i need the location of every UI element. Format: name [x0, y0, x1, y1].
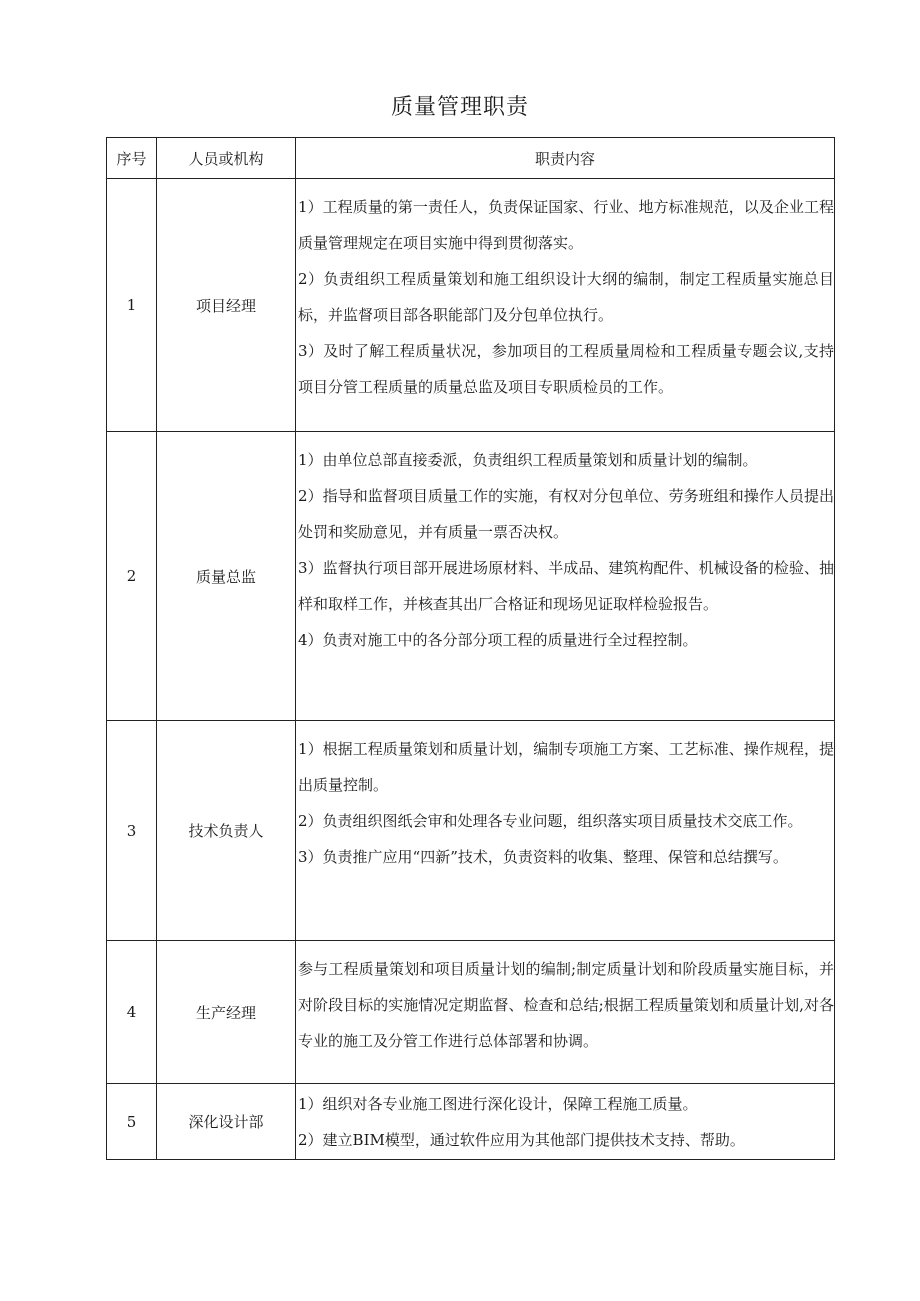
- duty-item: 3）监督执行项目部开展进场原材料、半成品、建筑构配件、机械设备的检验、抽样和取样工作，并核查其出厂合格证和现场见证取样检验报告。: [298, 559, 834, 613]
- duty-item: 2）指导和监督项目质量工作的实施，有权对分包单位、劳务班组和操作人员提出处罚和奖励意见，并有质量一票否决权。: [298, 487, 834, 541]
- row-duties: [296, 432, 835, 721]
- table-row: [107, 941, 835, 1084]
- row-no: 4: [107, 941, 157, 1084]
- duty-item: 2）建立BIM模型，通过软件应用为其他部门提供技术支持、帮助。: [298, 1131, 745, 1149]
- duty-item: 2）负责组织图纸会审和处理各专业问题，组织落实项目质量技术交底工作。: [298, 812, 803, 830]
- duty-item: 4）负责对施工中的各分部分项工程的质量进行全过程控制。: [298, 631, 698, 649]
- row-no: 3: [107, 721, 157, 941]
- duty-item: 1）由单位总部直接委派，负责组织工程质量策划和质量计划的编制。: [298, 451, 758, 469]
- duty-item: 1）工程质量的第一责任人，负责保证国家、行业、地方标准规范，以及企业工程质量管理规定在项目实施中得到贯彻落实。: [298, 198, 834, 252]
- page-title: 质量管理职责: [390, 95, 529, 120]
- table-row: [107, 432, 835, 721]
- table-header-row: [107, 138, 835, 179]
- header-role: 人员或机构: [157, 138, 296, 179]
- table-row: [107, 721, 835, 941]
- row-no: 2: [107, 432, 157, 721]
- row-role: 项目经理: [157, 179, 296, 432]
- row-no: 5: [107, 1084, 157, 1160]
- header-duty: 职责内容: [296, 138, 835, 179]
- row-role: 技术负责人: [157, 721, 296, 941]
- duty-item: 1）组织对各专业施工图进行深化设计，保障工程施工质量。: [298, 1095, 698, 1113]
- header-no: 序号: [107, 138, 157, 179]
- row-duties: [296, 179, 835, 432]
- row-role: 生产经理: [157, 941, 296, 1084]
- duty-item: 3）负责推广应用“四新”技术，负责资料的收集、整理、保管和总结撰写。: [298, 848, 788, 866]
- duty-item: 1）根据工程质量策划和质量计划，编制专项施工方案、工艺标准、操作规程，提出质量控制。: [298, 740, 834, 794]
- row-duties: [296, 721, 835, 941]
- row-duties: [296, 941, 835, 1084]
- duty-item: 3）及时了解工程质量状况，参加项目的工程质量周检和工程质量专题会议,支持项目分管工程质量的质量总监及项目专职质检员的工作。: [298, 342, 834, 396]
- row-no: 1: [107, 179, 157, 432]
- row-role: 深化设计部: [157, 1084, 296, 1160]
- row-role: 质量总监: [157, 432, 296, 721]
- duty-item: 参与工程质量策划和项目质量计划的编制;制定质量计划和阶段质量实施目标，并对阶段目标的实施情况定期监督、检查和总结;根据工程质量策划和质量计划,对各专业的施工及分管工作进行总体部署和协调。: [298, 960, 834, 1050]
- duty-table: [106, 137, 835, 1160]
- duty-item: 2）负责组织工程质量策划和施工组织设计大纲的编制，制定工程质量实施总目标，并监督项目部各职能部门及分包单位执行。: [298, 270, 834, 324]
- row-duties: [296, 1084, 835, 1160]
- table-row: [107, 179, 835, 432]
- table-row: [107, 1084, 835, 1160]
